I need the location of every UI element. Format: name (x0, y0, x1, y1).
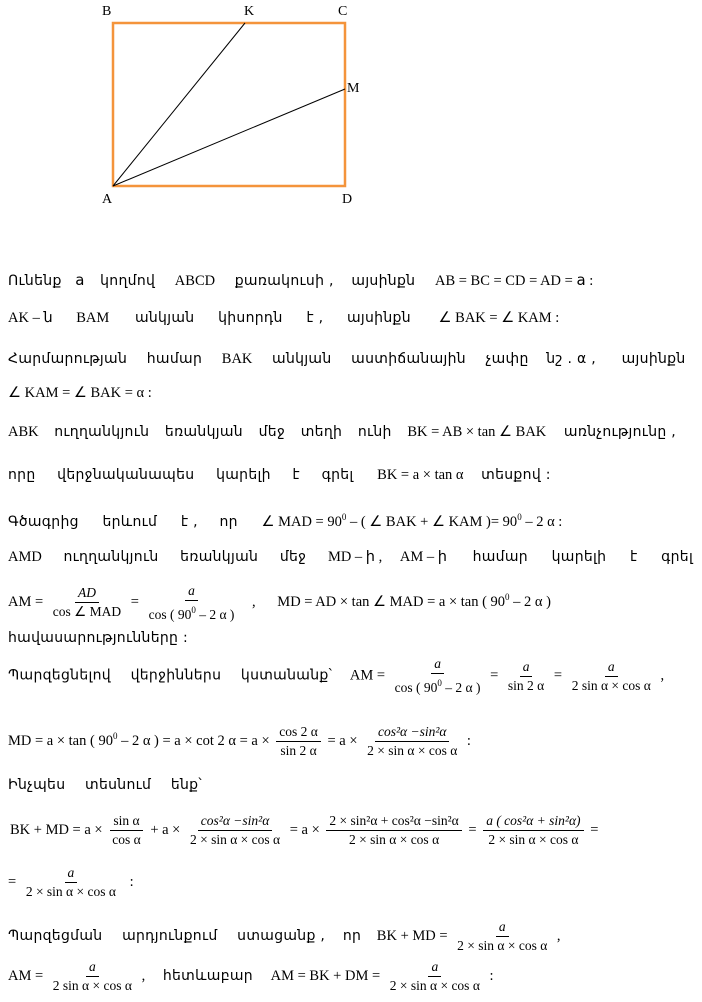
text-line-13 (8, 775, 202, 795)
numerator: AD (75, 585, 99, 603)
word: AMD (8, 549, 42, 565)
word: որը (8, 467, 36, 483)
word: առնչությունը , (563, 424, 677, 440)
word: AM – ի (399, 549, 447, 565)
denominator: sin 2 α (280, 743, 317, 759)
word: կարելի (216, 467, 271, 483)
numerator: 2 × sin²α + cos²α −sin²α (326, 813, 461, 831)
text-line-10 (8, 628, 188, 648)
word: ստացանք , (237, 928, 326, 944)
numerator: cos²α −sin²α (198, 813, 273, 831)
text-line-11 (8, 656, 664, 696)
word: է , (180, 514, 198, 530)
numerator: a (605, 659, 618, 677)
denominator-text: cos ( 90 (394, 680, 438, 695)
equation: BK = AB × tan ∠ BAK (407, 424, 547, 440)
square-abcd (113, 23, 345, 186)
word: MD – ի , (327, 549, 383, 565)
text-line-5 (8, 422, 676, 442)
numerator: a (428, 959, 441, 977)
word: համար (146, 351, 203, 367)
word: է (292, 467, 300, 483)
denominator: cos ∠ MAD (52, 604, 122, 620)
denominator: 2 × sin α × cos α (349, 832, 440, 848)
word: եռանկյան (164, 424, 243, 440)
word: այսինքն (346, 310, 411, 326)
segment-am (113, 89, 345, 186)
fraction (50, 959, 135, 994)
label-c: C (338, 4, 348, 19)
var-a: a (576, 271, 586, 289)
var-a: a (75, 271, 85, 289)
equation: + a × (150, 822, 181, 838)
fraction (483, 813, 583, 848)
punct: : (489, 968, 494, 984)
word: ուղղանկյուն (54, 424, 150, 440)
fraction (23, 865, 119, 900)
fraction (276, 724, 321, 759)
word: Ինչպես (8, 777, 66, 793)
word: ենք՝ (170, 777, 203, 793)
word: Պարզեցնելով (8, 667, 111, 684)
denominator: 2 sin α × cos α (571, 677, 651, 693)
text-line-7 (8, 507, 562, 532)
equation: = (490, 667, 499, 684)
text-line-6 (8, 465, 551, 485)
word: ուղղանկյուն (63, 549, 159, 565)
fraction (387, 959, 483, 994)
fraction (454, 919, 550, 954)
denominator-text: – 2 α ) (441, 680, 481, 695)
label-b: B (102, 4, 112, 19)
denominator: 2 × sin α × cos α (389, 978, 480, 994)
fraction (505, 659, 547, 694)
label-a: A (102, 192, 113, 207)
text-line-1 (8, 270, 593, 291)
word: տեսնում (85, 777, 152, 793)
equation: = (130, 594, 139, 610)
fraction (569, 659, 654, 694)
word: համար (472, 549, 528, 565)
equation: BK = a × tan α (377, 467, 464, 483)
word: կիսորդն (218, 310, 283, 326)
superscript: 0 (505, 592, 510, 602)
label-d: D (342, 192, 353, 207)
equation: ∠ BAK = ∠ KAM : (438, 310, 560, 326)
word: հետևաբար (162, 968, 253, 984)
word: BAK (221, 351, 253, 367)
equation: – 2 α ) = a × cot 2 α = a × (117, 733, 270, 749)
fraction (187, 813, 283, 848)
numerator: cos²α −sin²α (375, 724, 450, 742)
equation: AM = (8, 594, 44, 610)
punct: , (660, 667, 665, 684)
punct: , (252, 594, 256, 610)
word: ունի (357, 424, 392, 440)
denominator: 2 × sin α × cos α (367, 743, 458, 759)
denominator-text: – 2 α ) (195, 606, 235, 622)
word: անկյան (134, 310, 195, 326)
equation: AM = (8, 968, 44, 984)
word: տեսքով : (481, 467, 551, 483)
word: նշ . α , (546, 351, 596, 367)
word: հավասարությունները : (8, 630, 188, 646)
word: գրել (321, 467, 354, 483)
equation: AM = (349, 667, 386, 684)
word: ABCD (174, 273, 216, 289)
numerator: a (431, 656, 444, 674)
text-line-8 (8, 547, 693, 567)
superscript: 0 (341, 512, 347, 522)
equation: BK + MD = a × (10, 822, 103, 838)
denominator: 2 × sin α × cos α (457, 938, 548, 954)
word: որ (219, 514, 238, 530)
denominator: 2 × sin α × cos α (25, 884, 116, 900)
numerator: sin α (110, 813, 142, 831)
numerator: a (86, 959, 99, 977)
equation: AM = BK + DM = (270, 968, 381, 984)
fraction (392, 656, 484, 696)
word: վերջիններս (130, 667, 222, 684)
text-line-12 (8, 718, 471, 759)
word: գրել (661, 549, 694, 565)
label-k: K (244, 4, 255, 19)
equation: ∠ MAD = 90 (261, 514, 342, 530)
numerator: a (185, 583, 198, 601)
denominator (392, 674, 484, 696)
equation: = a × (327, 733, 358, 749)
denominator: cos α (112, 832, 141, 848)
denominator: sin 2 α (507, 677, 545, 693)
word: մեջ (279, 549, 307, 565)
superscript: 0 (517, 512, 522, 522)
denominator (146, 601, 238, 623)
word: որ (342, 928, 362, 944)
word: Պարզեցման (8, 928, 103, 944)
equation: MD = a × tan ( 90 (8, 733, 113, 749)
superscript: 0 (112, 731, 118, 741)
word: եռանկյան (180, 549, 259, 565)
word: է , (306, 310, 324, 326)
text-line-4 (8, 383, 152, 403)
numerator: a (65, 865, 78, 883)
word: այսինքն (351, 273, 416, 289)
punct: : (466, 733, 471, 749)
word: արդյունքում (122, 928, 218, 944)
punct: : (589, 273, 594, 289)
text-line-9 (8, 579, 551, 623)
word: ABK (8, 424, 39, 440)
denominator-text: cos ( 90 (148, 606, 192, 622)
word: Հարմարության (8, 351, 128, 367)
text-line-2 (8, 308, 559, 328)
word: տեղի (300, 424, 343, 440)
superscript: 0 (437, 678, 442, 688)
superscript: 0 (191, 604, 196, 615)
word: քառակուսի , (234, 273, 334, 289)
label-m: M (347, 81, 360, 96)
denominator: 2 × sin α × cos α (189, 832, 281, 848)
geometry-figure (0, 0, 702, 215)
punct: : (129, 874, 134, 890)
text-line-3 (8, 349, 686, 369)
text-line-15 (8, 864, 134, 900)
text-line-16 (8, 918, 561, 954)
numerator: cos 2 α (276, 724, 321, 742)
word: AK – ն (8, 310, 53, 326)
text-line-17 (8, 958, 494, 994)
word: է (629, 549, 638, 565)
word: Գծագրից (8, 514, 79, 530)
numerator: a ( cos²α + sin²α) (483, 813, 583, 831)
word: BAM (76, 310, 110, 326)
word: կստանանք՝ (240, 667, 333, 684)
word: կարելի (551, 549, 607, 565)
word: չափը (485, 351, 529, 367)
numerator: a (520, 659, 533, 677)
word: աստիճանային (351, 351, 466, 367)
fraction (109, 813, 143, 848)
fraction (146, 583, 238, 623)
equation: = (8, 874, 17, 890)
fraction (364, 724, 460, 759)
word: Ունենք (8, 273, 62, 289)
equation: = a × (289, 822, 320, 838)
equation: AB = BC = CD = AD = (434, 273, 573, 289)
equation: ∠ KAM = ∠ BAK = α : (8, 385, 152, 401)
text-line-14 (10, 812, 598, 848)
denominator: 2 sin α × cos α (52, 978, 132, 994)
equation: – ( ∠ BAK + ∠ KAM )= 90 (346, 514, 518, 530)
equation: MD = AD × tan ∠ MAD = a × tan ( 90 (277, 594, 506, 610)
word: մեջ (258, 424, 286, 440)
fraction (50, 585, 124, 620)
word: երևում (102, 514, 158, 530)
equation: = (468, 822, 477, 838)
word: անկյան (272, 351, 332, 367)
equation: = (590, 822, 599, 838)
equation: BK + MD = (376, 928, 448, 944)
equation: – 2 α ) (509, 594, 551, 610)
word: այսինքն (621, 351, 686, 367)
equation: – 2 α : (521, 514, 563, 530)
denominator: 2 × sin α × cos α (488, 832, 579, 848)
numerator: a (496, 919, 509, 937)
word: կողմով (100, 273, 156, 289)
fraction (326, 813, 461, 848)
equation: = (553, 667, 563, 684)
punct: , (556, 928, 561, 944)
word: վերջնականապես (57, 467, 195, 483)
punct: , (141, 968, 146, 984)
segment-ak (113, 23, 245, 186)
